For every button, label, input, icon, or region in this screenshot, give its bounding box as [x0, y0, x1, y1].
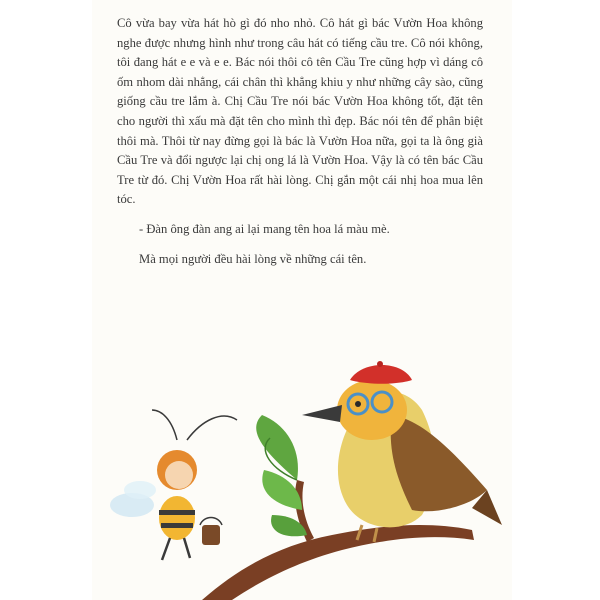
paragraph-1: Cô vừa bay vừa hát hò gì đó nho nhỏ. Cô hát gì bác Vườn Hoa không nghe được nhưng hình như trong câu hát có tiếng cầu tre. Cô nói không, tôi đang hát e e và e e. Bác nói thôi cô tên Cầu Tre cũng hợp vì dáng cô ốm nhom dài nhẳng, cái chân thì khẳng khiu y như những cây sào, cũng giống cầu tre lắm à. Chị Cầu Tre nói bác Vườn Hoa không tốt, đặt tên cho người thì xấu mà đặt tên cho mình thì đẹp. Bác nói tên để phân biệt thôi mà. Thôi từ nay đừng gọi là bác là Vườn Hoa nữa, gọi ta là ông già Cầu Tre và đổi ngược lại chị ong lá là Vườn Hoa. Vậy là có tên bác Cầu Tre từ đó. Chị Vườn Hoa rất hài lòng. Chị gắn một cái nhị hoa mua lên tóc. [117, 16, 483, 207]
bee-girl [110, 410, 237, 560]
bird [302, 361, 502, 542]
story-text [117, 14, 483, 279]
paragraph-3: Mà mọi người đều hài lòng về những cái tên. [139, 251, 367, 266]
story-illustration [92, 330, 512, 600]
paragraph-2: - Đàn ông đàn ang ai lại mang tên hoa lá màu mè. [139, 221, 390, 236]
